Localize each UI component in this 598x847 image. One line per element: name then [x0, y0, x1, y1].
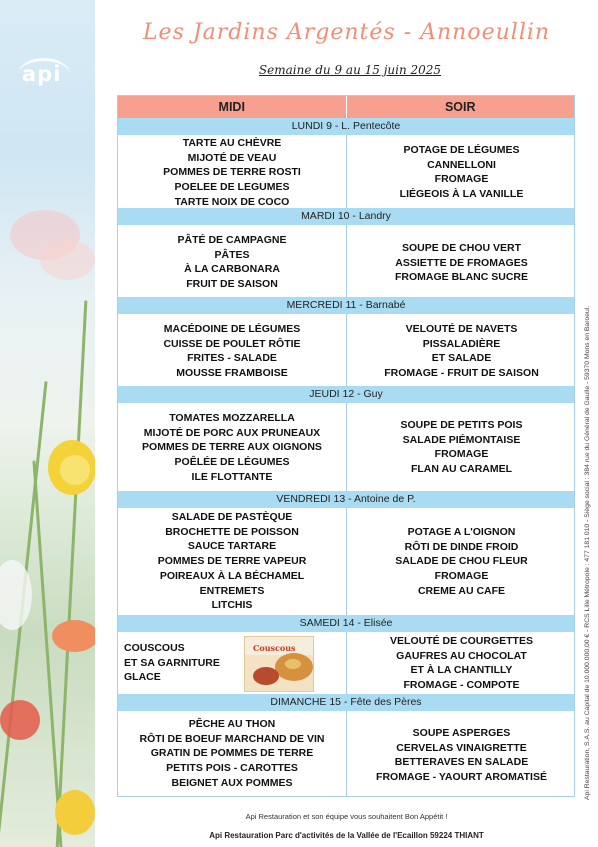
week-subtitle: Semaine du 9 au 15 juin 2025 — [258, 63, 442, 77]
menu-item: MOUSSE FRAMBOISE — [176, 367, 288, 380]
menu-item: ASSIETTE DE FROMAGES — [395, 256, 528, 269]
menu-item: POÊLÉE DE LÉGUMES — [174, 456, 290, 469]
side-legal-text: Api Restauration, S.A.S. au Capital de 10.000.000,00 € - RCS Lille Métropole : 477 181 010 - Siège social : 384 rue du Général de Gaulle - 59370 Mons en Baroeul. — [584, 305, 591, 800]
dimanche-midi — [118, 717, 346, 791]
menu-item: LIÉGEOIS À LA VANILLE — [399, 188, 524, 201]
lundi-soir — [347, 143, 576, 202]
mardi-soir — [347, 241, 576, 285]
menu-item: ENTREMETS — [199, 584, 265, 597]
jeudi-midi — [118, 411, 346, 485]
menu-item: FROMAGE — [434, 570, 489, 583]
menu-item: GLACE — [124, 671, 161, 684]
lundi-midi — [118, 136, 346, 210]
menu-item: SOUPE DE CHOU VERT — [401, 242, 522, 254]
menu-item: POIREAUX À LA BÉCHAMEL — [159, 569, 305, 582]
couscous-book-image — [244, 636, 314, 692]
menu-item: POELEE DE LEGUMES — [174, 181, 290, 194]
menu-item: ET SA GARNITURE — [124, 656, 220, 669]
vendredi-soir — [347, 525, 576, 599]
menu-item: SALADE DE CHOU FLEUR — [395, 555, 528, 568]
menu-item: POTAGE A L'OIGNON — [407, 526, 516, 538]
menu-item: MIJOTÉ DE PORC AUX PRUNEAUX — [143, 426, 321, 439]
day-header-jeudi: JEUDI 12 - Guy — [118, 386, 574, 403]
menu-item: POMMES DE TERRE VAPEUR — [157, 555, 307, 568]
menu-item: FLAN AU CARAMEL — [410, 463, 513, 476]
menu-item: BETTERAVES EN SALADE — [394, 756, 529, 769]
menu-item: FRUIT DE SAISON — [186, 278, 278, 291]
day-header-vendredi: VENDREDI 13 - Antoine de P. — [118, 491, 574, 508]
menu-item: FRITES - SALADE — [187, 352, 277, 365]
menu-item: ET À LA CHANTILLY — [410, 664, 513, 677]
menu-item: CREME AU CAFE — [417, 584, 506, 597]
day-header-mardi: MARDI 10 - Landry — [118, 208, 574, 225]
mercredi-soir — [347, 322, 576, 381]
menu-item: SOUPE DE PETITS POIS — [400, 419, 523, 431]
menu-item: RÔTI DE BOEUF MARCHAND DE VIN — [139, 732, 325, 745]
page-title: Les Jardins Argentés - Annoeullin — [142, 20, 551, 45]
jeudi-soir — [347, 418, 576, 477]
menu-item: SAUCE TARTARE — [187, 540, 277, 553]
menu-item: CANNELLONI — [427, 158, 496, 171]
decorative-flower-band — [0, 0, 95, 847]
samedi-midi — [124, 641, 220, 685]
day-header-dimanche: DIMANCHE 15 - Fête des Pères — [118, 694, 574, 711]
mercredi-midi — [118, 322, 346, 381]
vendredi-midi — [118, 510, 346, 613]
menu-item: ET SALADE — [431, 352, 492, 365]
menu-item: FROMAGE - YAOURT AROMATISÉ — [376, 771, 547, 784]
menu-item: FROMAGE - COMPOTE — [403, 679, 520, 692]
menu-item: GAUFRES AU CHOCOLAT — [396, 649, 527, 662]
menu-item: POMMES DE TERRE AUX OIGNONS — [142, 441, 322, 454]
day-header-samedi: SAMEDI 14 - Elisée — [118, 615, 574, 632]
api-logo: api — [22, 62, 62, 86]
mardi-midi — [118, 233, 346, 292]
day-header-mercredi: MERCREDI 11 - Barnabé — [118, 297, 574, 314]
menu-item: VELOUTÉ DE NAVETS — [405, 323, 518, 335]
menu-item: GRATIN DE POMMES DE TERRE — [150, 747, 314, 760]
menu-item: CUISSE DE POULET RÔTIE — [163, 337, 301, 350]
menu-item: BEIGNET AUX POMMES — [171, 776, 293, 789]
menu-header-row — [118, 96, 574, 118]
day-header-lundi: LUNDI 9 - L. Pentecôte — [118, 118, 574, 135]
menu-item: PISSALADIÈRE — [422, 337, 501, 350]
book-title: Couscous — [253, 643, 296, 653]
menu-item: RÔTI DE DINDE FROID — [404, 540, 519, 553]
menu-item: COUSCOUS — [124, 642, 185, 654]
menu-item: PÂTES — [214, 248, 250, 261]
menu-item: SALADE DE PASTÈQUE — [171, 511, 293, 523]
menu-item: POTAGE DE LÉGUMES — [403, 144, 520, 156]
midi-header: MIDI — [118, 96, 347, 118]
menu-item: POMMES DE TERRE ROSTI — [163, 166, 301, 179]
menu-item: CERVELAS VINAIGRETTE — [396, 741, 527, 754]
dimanche-soir — [347, 726, 576, 785]
menu-item: PÊCHE AU THON — [188, 718, 276, 730]
menu-item: LITCHIS — [211, 599, 253, 612]
menu-item: PÂTÉ DE CAMPAGNE — [177, 234, 287, 246]
menu-item: FROMAGE — [434, 173, 489, 186]
menu-item: À LA CARBONARA — [184, 263, 280, 276]
menu-item: TOMATES MOZZARELLA — [169, 412, 295, 424]
menu-item: VELOUTÉ DE COURGETTES — [390, 635, 533, 647]
menu-item: SALADE PIÉMONTAISE — [402, 433, 521, 446]
footer-address: Api Restauration Parc d'activités de la Vallée de l'Ecaillon 59224 THIANT — [209, 831, 484, 840]
menu-item: BROCHETTE DE POISSON — [165, 525, 299, 538]
menu-item: SOUPE ASPERGES — [412, 727, 511, 739]
footer-wish: Api Restauration et son équipe vous souhaitent Bon Appétit ! — [245, 812, 448, 821]
menu-item: MACÉDOINE DE LÉGUMES — [163, 323, 301, 335]
menu-item: TARTE NOIX DE COCO — [174, 195, 290, 208]
menu-item: FROMAGE - FRUIT DE SAISON — [384, 367, 539, 380]
menu-table — [117, 95, 575, 797]
side-legal-notice — [584, 110, 595, 800]
soir-header: SOIR — [444, 100, 476, 114]
menu-item: PETITS POIS - CAROTTES — [166, 762, 298, 775]
menu-item: MIJOTÉ DE VEAU — [187, 151, 277, 164]
menu-item: FROMAGE — [434, 448, 489, 461]
samedi-soir — [347, 634, 576, 693]
menu-item: ILE FLOTTANTE — [191, 470, 273, 483]
menu-item: TARTE AU CHÈVRE — [182, 137, 282, 149]
menu-item: FROMAGE BLANC SUCRE — [395, 271, 528, 284]
